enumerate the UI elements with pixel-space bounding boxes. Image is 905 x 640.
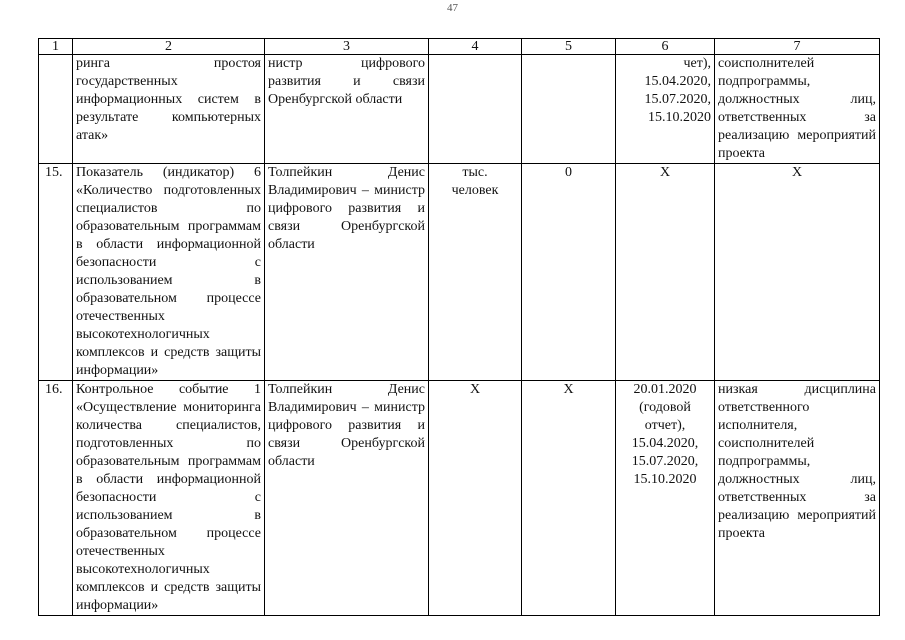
- base-value: [522, 55, 616, 164]
- responsible-person: Толпейкин Денис Владимирович – министр цифрового развития и связи Оренбургской области: [265, 164, 429, 381]
- table-row: [39, 164, 880, 381]
- row-number: [39, 55, 73, 164]
- row-number: 15.: [39, 164, 73, 381]
- unit: X: [429, 381, 522, 616]
- table-row: [39, 55, 880, 164]
- header-col-6: 6: [616, 39, 715, 55]
- unit: [429, 55, 522, 164]
- indicator-name: Контрольное событие 1 «Осуществление мониторинга количества специалистов, подготовленных по образовательным программам в области информационной безопасности с использованием в образовательном процессе отечественных высокотехнологичных комплексов и средств защиты информации»: [73, 381, 265, 616]
- header-col-3: 3: [265, 39, 429, 55]
- risks: низкая дисциплина ответственного исполнителя, соисполнителей подпрограммы, должностных лиц, ответственных за реализацию мероприятий проекта: [715, 381, 880, 616]
- report-dates: 20.01.2020 (годовой отчет), 15.04.2020, 15.07.2020, 15.10.2020: [616, 381, 715, 616]
- header-col-5: 5: [522, 39, 616, 55]
- table-row: [39, 381, 880, 616]
- measures-table: [38, 38, 880, 616]
- indicator-name: ринга простоя государственных информационных систем в результате компьютерных атак»: [73, 55, 265, 164]
- header-col-2: 2: [73, 39, 265, 55]
- report-dates: X: [616, 164, 715, 381]
- unit: тыс. человек: [429, 164, 522, 381]
- risks: X: [715, 164, 880, 381]
- page-number: 47: [447, 2, 458, 14]
- header-col-1: 1: [39, 39, 73, 55]
- risks: соисполнителей подпрограммы, должностных лиц, ответственных за реализацию мероприятий проекта: [715, 55, 880, 164]
- header-row: [39, 39, 880, 55]
- report-dates: чет), 15.04.2020, 15.07.2020, 15.10.2020: [616, 55, 715, 164]
- row-number: 16.: [39, 381, 73, 616]
- indicator-name: Показатель (индикатор) 6 «Количество подготовленных специалистов по образовательным программам в области информационной безопасности с использованием в образовательном процессе отечественных высокотехнологичных комплексов и средств защиты информации»: [73, 164, 265, 381]
- header-col-7: 7: [715, 39, 880, 55]
- header-col-4: 4: [429, 39, 522, 55]
- responsible-person: Толпейкин Денис Владимирович – министр цифрового развития и связи Оренбургской области: [265, 381, 429, 616]
- base-value: X: [522, 381, 616, 616]
- base-value: 0: [522, 164, 616, 381]
- responsible-person: нистр цифрового развития и связи Оренбургской области: [265, 55, 429, 164]
